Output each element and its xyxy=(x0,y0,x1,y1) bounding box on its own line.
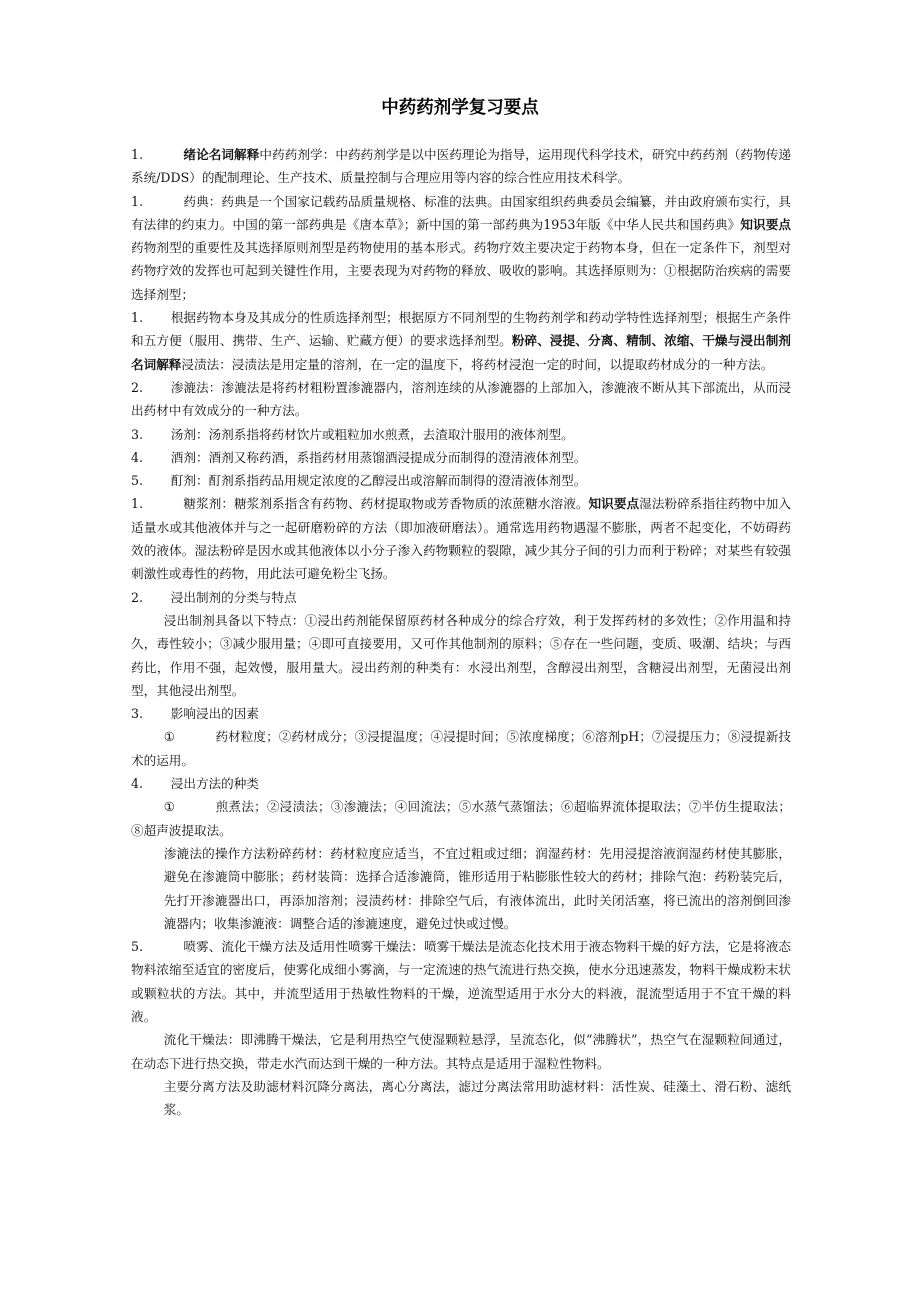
paragraph-text: 根据药物本身及其成分的性质选择剂型；根据原方不同剂型的生物药剂学和药动学特性选择剂型；根据生产条件和五方便（服用、携带、生产、运输、贮藏方便）的要求选择剂型。 xyxy=(131,310,791,349)
paragraph-text: 浸出方法的种类 xyxy=(170,776,259,792)
paragraph-text: 糖浆剂：糖浆剂系指含有药物、药材提取物或芳香物质的浓蔗糖水溶液。 xyxy=(183,496,589,512)
paragraph-text: 浸出制剂的分类与特点 xyxy=(170,589,297,605)
item-number: 1. xyxy=(131,193,144,209)
section-heading: 绪论名词解释 xyxy=(183,147,260,162)
item-number: 1. xyxy=(131,496,144,512)
paragraph-10 xyxy=(131,609,791,702)
item-number: ① xyxy=(163,799,176,815)
item-number: 1. xyxy=(131,147,144,162)
paragraph-6 xyxy=(131,446,791,469)
paragraph-text: 渗漉法的操作方法粉碎药材：药材粒度应适当，不宜过粗或过细；润湿药材：先用浸提溶液润湿药材使其膨胀，避免在渗漉筒中膨胀；药材装筒：选择合适渗漉筒，锥形适用于粘膨胀性较大的药材；排除气泡：药粉装完后，先打开渗漉器出口，再添加溶剂；浸渍药材：排除空气后，有液体流出，此时关闭活塞，将已流出的溶剂倒回渗漉器内；收集渗漉液：调整合适的渗漉速度，避免过快或过慢。 xyxy=(163,845,791,931)
section-heading: 知识要点 xyxy=(588,496,640,512)
document-title: 中药药剂学复习要点 xyxy=(381,98,539,118)
item-number: 4. xyxy=(131,776,144,792)
paragraph-1 xyxy=(131,143,791,190)
paragraph-13 xyxy=(131,772,791,795)
item-number: ① xyxy=(163,729,176,745)
paragraph-text: 药典：药典是一个国家记载药品质量规格、标准的法典。由国家组织药典委员会编纂，并由政府颁布实行，具有法律的约束力。中国的第一部药典是《唐本草》；新中国的第一部药典为1953年版《中华人民共和国药典》 xyxy=(131,193,791,232)
document-body xyxy=(131,143,791,1121)
paragraph-14 xyxy=(131,795,791,842)
paragraph-text: 汤剂：汤剂系指将药材饮片或粗粒加水煎煮，去渣取汁服用的液体剂型。 xyxy=(170,426,574,442)
paragraph-text: 药物剂型的重要性及其选择原则剂型是药物使用的基本形式。药物疗效主要决定于药物本身，但在一定条件下，剂型对药物疗效的发挥也可起到关键性作用，主要表现为对药物的释放、吸收的影响。其选择原则为：①根据防治疾病的需要选择剂型； xyxy=(131,240,791,302)
paragraph-17 xyxy=(131,1028,791,1075)
paragraph-text: 主要分离方法及助滤材料沉降分离法，离心分离法，滤过分离法常用助滤材料：活性炭、硅藻土、滑石粉、滤纸浆。 xyxy=(163,1078,791,1118)
paragraph-9 xyxy=(131,586,791,609)
paragraph-2 xyxy=(131,190,791,306)
paragraph-text: 煎煮法；②浸渍法；③渗漉法；④回流法；⑤水蒸气蒸馏法；⑥超临界流体提取法；⑦半仿生提取法；⑧超声波提取法。 xyxy=(131,799,791,838)
item-number: 2. xyxy=(131,379,144,395)
paragraph-12 xyxy=(131,725,791,772)
paragraph-text: 影响浸出的因素 xyxy=(170,706,259,722)
item-number: 3. xyxy=(131,706,144,722)
paragraph-text: 喷雾、流化干燥方法及适用性喷雾干燥法：喷雾干燥法是流态化技术用于液态物料干燥的好方法，它是将液态物料浓缩至适宜的密度后，使雾化成细小雾滴，与一定流速的热气流进行热交换，使水分迅速蒸发，物料干燥成粉末状或颗粒状的方法。其中，并流型适用于热敏性物料的干燥，逆流型适用于水分大的料液，混流型适用于不宜干燥的料液。 xyxy=(131,939,791,1024)
paragraph-text: 流化干燥法：即沸腾干燥法，它是利用热空气使湿颗粒悬浮，呈流态化，似“沸腾状”，热空气在湿颗粒间通过，在动态下进行热交换，带走水汽而达到干燥的一种方法。其特点是适用于湿粒性物料。 xyxy=(131,1032,791,1071)
section-heading: 粉碎、浸提、分离、精制、浓缩、干燥与浸出制剂名词解释 xyxy=(131,333,792,372)
paragraph-text: 酊剂：酊剂系指药品用规定浓度的乙醇浸出或溶解而制得的澄清液体剂型。 xyxy=(170,473,587,489)
section-heading: 知识要点 xyxy=(740,216,791,232)
paragraph-4 xyxy=(131,376,791,423)
item-number: 5. xyxy=(131,473,144,489)
paragraph-16 xyxy=(131,935,791,1028)
item-number: 4. xyxy=(131,449,144,465)
paragraph-3 xyxy=(131,306,791,376)
paragraph-text: 药材粒度；②药材成分；③浸提温度；④浸提时间；⑤浓度梯度；⑥溶剂pH；⑦浸提压力；⑧浸提新技术的运用。 xyxy=(131,729,792,768)
item-number: 5. xyxy=(131,939,144,955)
paragraph-text: 酒剂：酒剂又称药酒，系指药材用蒸馏酒浸提成分而制得的澄清液体剂型。 xyxy=(170,449,587,465)
item-number: 3. xyxy=(131,426,144,442)
paragraph-11 xyxy=(131,702,791,725)
paragraph-text: 浸渍法：浸渍法是用定量的溶剂，在一定的温度下，将药材浸泡一定的时间，以提取药材成分的一种方法。 xyxy=(181,356,774,372)
paragraph-18 xyxy=(131,1075,791,1122)
paragraph-text: 中药药剂学：中药药剂学是以中医药理论为指导，运用现代科学技术，研究中药药剂（药物传递系统/DDS）的配制理论、生产技术、质量控制与合理应用等内容的综合性应用技术科学。 xyxy=(131,147,792,186)
paragraph-text: 浸出制剂具备以下特点：①浸出药剂能保留原药材各种成分的综合疗效，利于发挥药材的多效性；②作用温和持久，毒性较小；③减少服用量；④即可直接要用，又可作其他制剂的原料；⑤存在一些问题，变质、吸潮、结块；与西药比，作用不强，起效慢，服用量大。浸出药剂的种类有：水浸出剂型，含醇浸出剂型，含糖浸出剂型，无菌浸出剂型，其他浸出剂型。 xyxy=(131,612,791,698)
paragraph-5 xyxy=(131,423,791,446)
paragraph-15 xyxy=(131,842,791,935)
paragraph-text: 湿法粉碎系指往药物中加入适量水或其他液体并与之一起研磨粉碎的方法（即加液研磨法）。通常选用药物遇湿不膨胀，两者不起变化，不妨碍药效的液体。湿法粉碎是因水或其他液体以小分子渗入药物颗粒的裂隙，减少其分子间的引力而利于粉碎；对某些有较强刺激性或毒性的药物，用此法可避免粉尘飞扬。 xyxy=(131,496,792,582)
item-number: 1. xyxy=(131,310,144,326)
item-number: 2. xyxy=(131,589,144,605)
paragraph-text: 渗漉法：渗漉法是将药材粗粉置渗漉器内，溶剂连续的从渗漉器的上部加入，渗漉液不断从其下部流出，从而浸出药材中有效成分的一种方法。 xyxy=(131,379,791,419)
paragraph-7 xyxy=(131,469,791,492)
paragraph-8 xyxy=(131,492,791,585)
